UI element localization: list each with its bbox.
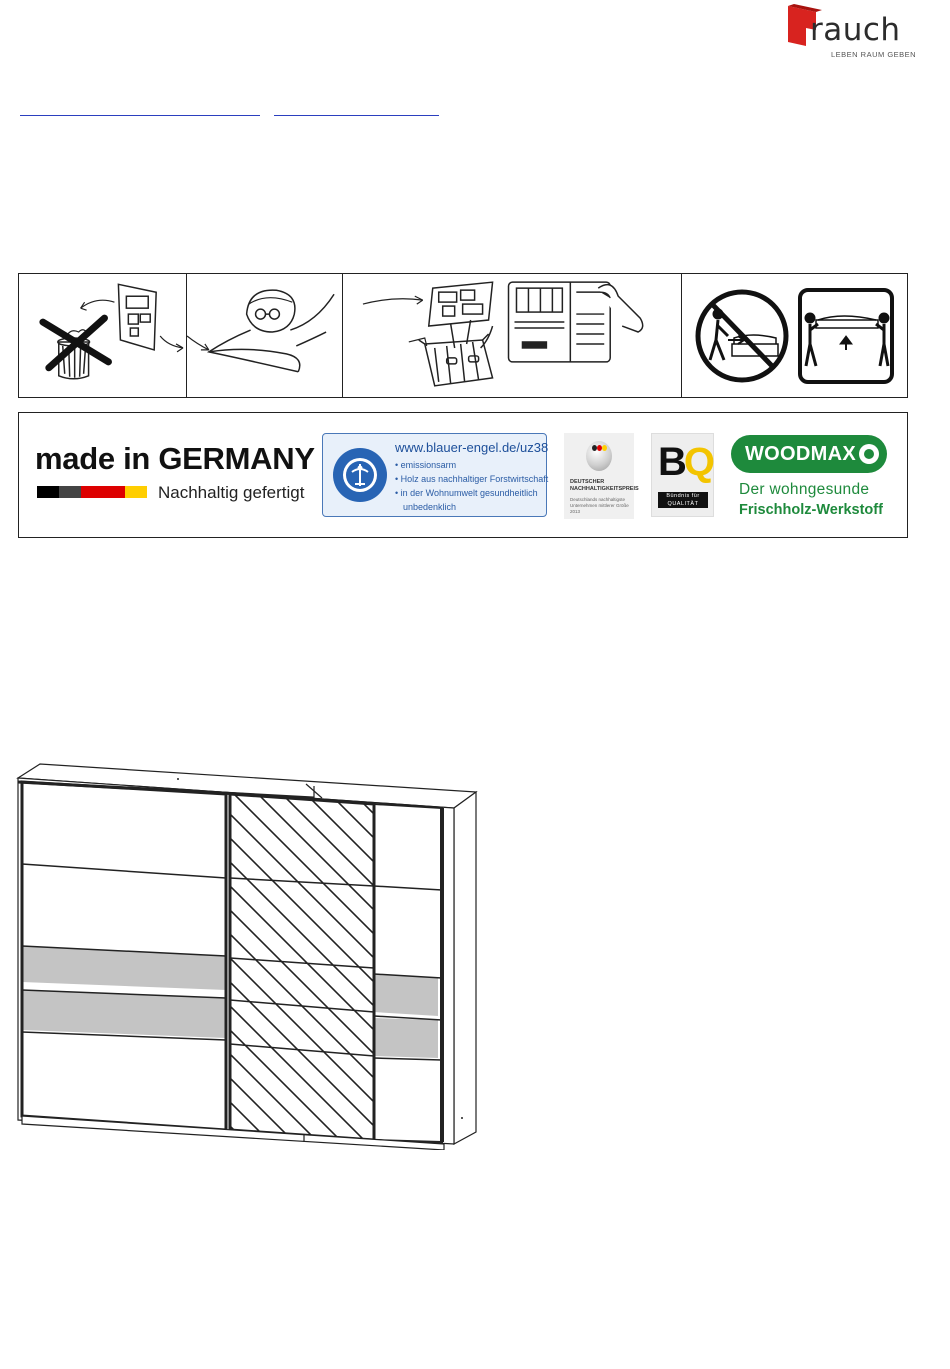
woodmax-ball-icon [859,444,879,464]
woodmax-line1: Der wohngesunde [739,481,870,498]
made-in-germany-title: made in GERMANY [35,441,315,476]
nachhaltigkeitspreis-title: DEUTSCHER NACHHALTIGKEITSPREIS [570,479,639,492]
no-drag-icon [682,274,908,397]
blauer-engel-point: • Holz aus nachhaltiger Forstwirtschaft [395,474,549,484]
blauer-engel-point: • emissionsarm [395,460,457,470]
blauer-engel-points [395,458,548,514]
brand-tagline: LEBEN RAUM GEBEN [831,50,917,59]
blauer-engel-seal-icon [331,442,389,508]
wardrobe-illustration [14,758,484,1150]
woodmax-name: WOODMAX [745,443,856,465]
blauer-engel-point: unbedenklich [403,502,457,512]
bq-band: Bündnis für QUALITÄT [658,492,708,508]
no-trash-icon [19,274,186,397]
brand-name: rauch [810,12,901,48]
read-manual-icon [187,274,342,397]
woodmax-line2: Frischholz-Werkstoff [739,502,883,518]
german-flag-bar [37,486,147,498]
blauer-engel-badge [322,433,547,517]
instruction-carry-not-drag [682,274,908,397]
bq-letters: BQ [658,440,713,484]
instruction-file-manual [343,274,682,397]
blauer-engel-url: www.blauer-engel.de/uz38 [395,440,549,455]
sliding-door-wardrobe-icon [14,758,484,1150]
flag-dot-icon [602,445,607,451]
made-in-germany-subtitle: Nachhaltig gefertigt [158,483,305,502]
rauch-logo [786,2,917,60]
blauer-engel-point: • in der Wohnumwelt gesundheitlich [395,488,538,498]
nachhaltigkeitspreis-badge [564,433,639,519]
link-primary[interactable] [20,103,260,116]
instruction-read-manual [187,274,343,397]
bq-badge [651,433,714,517]
woodmax-badge [731,435,891,521]
nachhaltigkeitspreis-subtitle: Deutschlands nachhaltigste Unternehmen mittlerer Größe 2013 [570,497,629,514]
certification-strip [18,412,908,538]
link-secondary[interactable] [274,103,439,116]
woodmax-logo [731,435,887,473]
instruction-strip [18,273,908,398]
instruction-keep-manual [19,274,187,397]
file-manual-icon [343,274,681,397]
